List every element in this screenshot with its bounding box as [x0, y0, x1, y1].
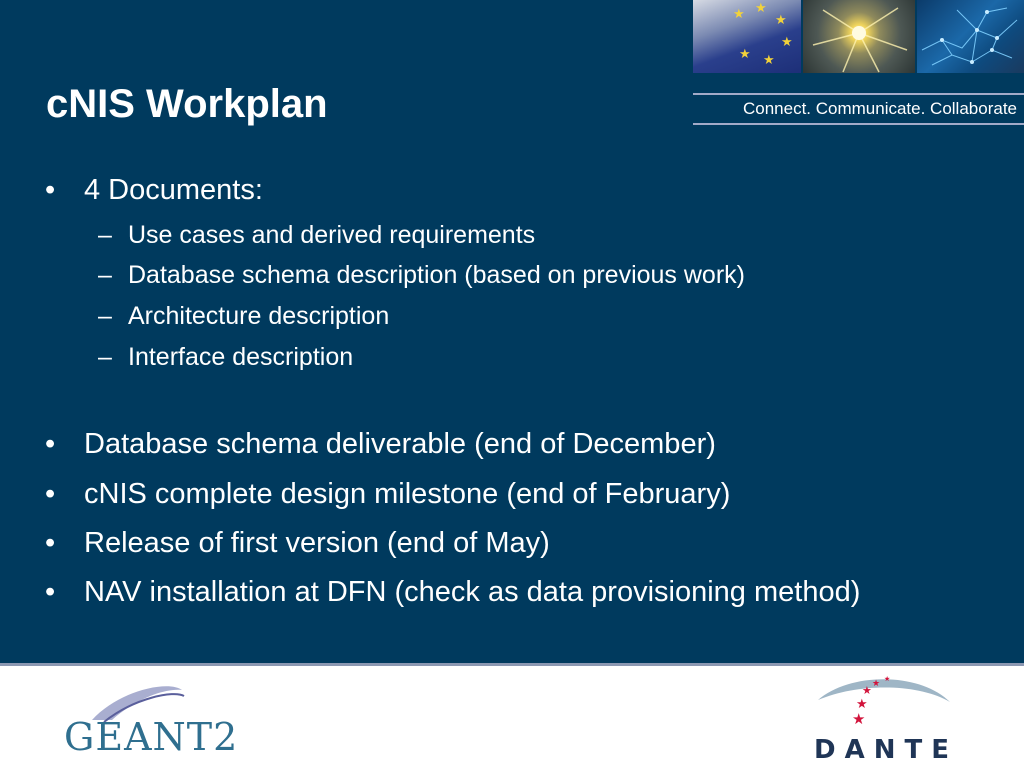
svg-text:★: ★ [755, 1, 767, 16]
bullet-text: Release of first version (end of May) [84, 527, 550, 559]
dante-logo-icon [810, 672, 970, 764]
sub-bullet-text: Database schema description (based on previous work) [128, 261, 745, 289]
sub-bullet-text: Use cases and derived requirements [128, 221, 536, 249]
network-map-photo [917, 0, 1024, 73]
svg-text:★: ★ [862, 684, 872, 697]
sub-bullet-text: Interface description [128, 343, 354, 371]
svg-text:★: ★ [781, 35, 793, 50]
sub-bullet-text: Architecture description [128, 302, 390, 330]
bullet-marker: • [45, 527, 56, 559]
svg-text:★: ★ [884, 675, 891, 683]
svg-text:★: ★ [739, 47, 751, 62]
bullet-marker: • [45, 174, 56, 206]
bullet-marker: • [45, 428, 56, 460]
bullet-text: Database schema deliverable (end of December) [84, 428, 716, 460]
svg-text:★: ★ [852, 710, 866, 728]
sub-bullet-marker: – [98, 261, 112, 289]
slide-title: cNIS Workplan [46, 82, 328, 126]
dante-logo-text: DANTE [814, 735, 958, 764]
dante-logo [810, 672, 970, 764]
sub-bullet-marker: – [98, 343, 112, 371]
bullet-text: cNIS complete design milestone (end of February) [84, 478, 731, 510]
bullet-text: 4 Documents: [84, 174, 263, 206]
sub-bullet-marker: – [98, 302, 112, 330]
svg-text:★: ★ [775, 13, 787, 28]
svg-text:★: ★ [856, 697, 868, 712]
header-photo-banner [693, 0, 1024, 73]
bullet-text: NAV installation at DFN (check as data provisioning method) [84, 576, 861, 608]
geant2-logo [64, 680, 244, 760]
bullet-marker: • [45, 576, 56, 608]
flag-stars-icon [693, 0, 801, 73]
light-burst-icon [803, 0, 915, 73]
svg-text:★: ★ [763, 53, 775, 68]
eu-flag-photo [693, 0, 801, 73]
geant2-logo-text: GEANT2 [64, 715, 239, 759]
bullet-marker: • [45, 478, 56, 510]
light-burst-photo [803, 0, 915, 73]
geant2-logo-icon [64, 680, 244, 760]
svg-text:★: ★ [733, 7, 745, 22]
tagline: Connect. Communicate. Collaborate [742, 99, 1017, 118]
sub-bullet-marker: – [98, 221, 112, 249]
network-map-icon [917, 0, 1024, 73]
svg-text:★: ★ [872, 679, 881, 689]
tagline-bar [693, 93, 1024, 125]
